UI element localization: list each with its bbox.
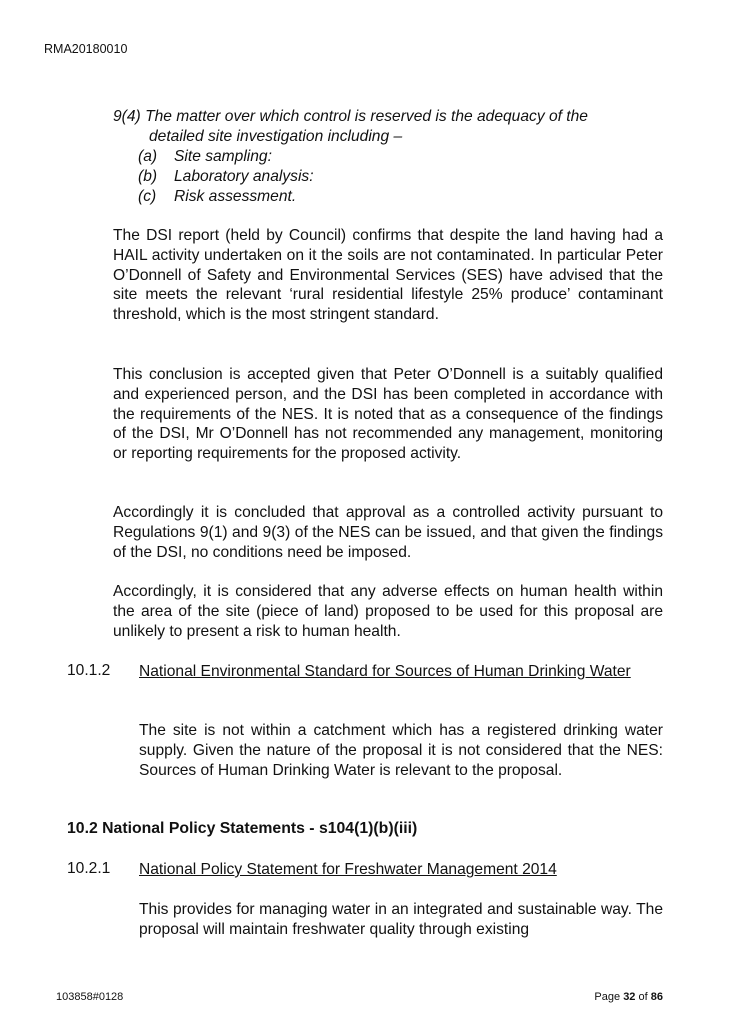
list-item bbox=[138, 187, 314, 207]
footer-page-total: 86 bbox=[650, 991, 663, 1003]
regulation-9-4 bbox=[113, 107, 663, 147]
footer-page-number bbox=[594, 991, 663, 1003]
paragraph-approval-controlled: Accordingly it is concluded that approval as a controlled activity pursuant to Regulations 9(1) and 9(3) of the NES can be issued, and that given the findings of the DSI, no conditions need be imposed. bbox=[113, 504, 663, 561]
list-item bbox=[138, 147, 314, 167]
list-item bbox=[138, 167, 314, 187]
section-number-10-1-2: 10.1.2 bbox=[67, 662, 111, 679]
list-item-mark: (a) bbox=[138, 148, 158, 165]
footer-page-prefix: Page bbox=[594, 991, 621, 1003]
section-number-10-2-1: 10.2.1 bbox=[67, 860, 111, 877]
paragraph-adverse-effects: Accordingly, it is considered that any adverse effects on human health within the area of the site (piece of land) proposed to be used for this proposal are unlikely to present a risk to human health. bbox=[113, 583, 663, 640]
list-item-mark: (c) bbox=[138, 187, 157, 205]
section-title-10-2-1: National Policy Statement for Freshwater Management 2014 bbox=[139, 861, 557, 878]
paragraph-freshwater: This provides for managing water in an integrated and sustainable way. The proposal will maintain freshwater quality through existing bbox=[139, 901, 663, 938]
paragraph-dsi-report: The DSI report (held by Council) confirms that despite the land having had a HAIL activity undertaken on it the soils are not contaminated. In particular Peter O’Donnell of Safety and Environmental Services (SES) have advised that the site meets the relevant ‘rural residential lifestyle 25% produce’ contaminant threshold, which is the most stringent standard. bbox=[113, 227, 663, 324]
footer-page-current: 32 bbox=[623, 991, 636, 1003]
section-title-10-1-2: National Environmental Standard for Sources of Human Drinking Water bbox=[139, 663, 631, 680]
list-item-text: Laboratory analysis: bbox=[174, 167, 314, 185]
footer-doc-id: 103858#0128 bbox=[56, 991, 124, 1003]
paragraph-conclusion-accepted: This conclusion is accepted given that Peter O’Donnell is a suitably qualified and experienced person, and the DSI has been completed in accordance with the requirements of the NES. It is noted that as a consequence of the findings of the DSI, Mr O’Donnell has not recommended any management, monitoring or reporting requirements for the proposed activity. bbox=[113, 366, 663, 463]
section-heading-10-2: 10.2 National Policy Statements - s104(1)(b)(iii) bbox=[67, 820, 418, 837]
header-reference: RMA20180010 bbox=[44, 42, 128, 56]
list-item-text: Risk assessment. bbox=[174, 187, 297, 205]
paragraph-drinking-water: The site is not within a catchment which has a registered drinking water supply. Given the nature of the proposal it is not considered that the NES: Sources of Human Drinking Water is relevant to the proposal. bbox=[139, 722, 663, 779]
regulation-title-line2: detailed site investigation including – bbox=[149, 127, 403, 145]
list-item-mark: (b) bbox=[138, 167, 158, 185]
list-item-text: Site sampling: bbox=[174, 148, 272, 165]
regulation-title-line1: 9(4) The matter over which control is reserved is the adequacy of the bbox=[113, 108, 588, 125]
regulation-list bbox=[138, 147, 314, 206]
footer-page-of: of bbox=[638, 991, 648, 1003]
